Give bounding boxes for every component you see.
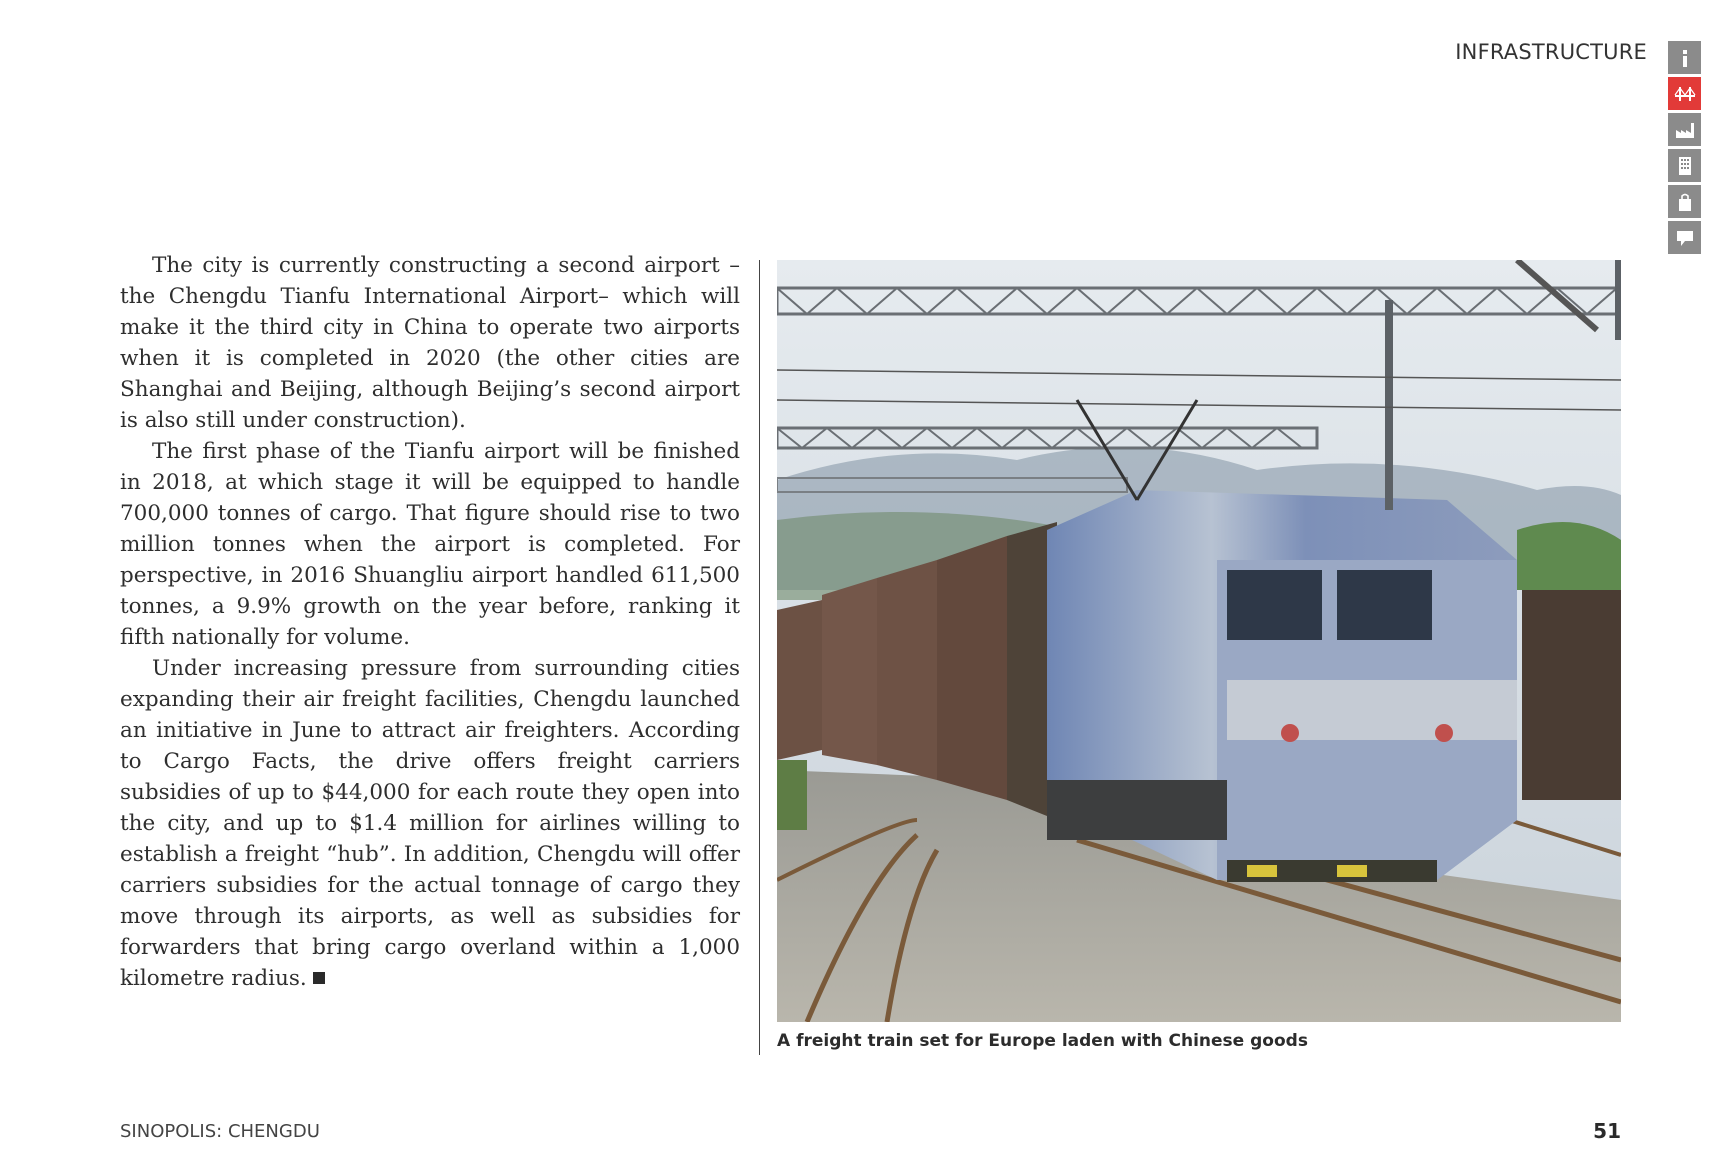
nav-tab-property[interactable]	[1668, 149, 1701, 182]
article-paragraph-text: Under increasing pressure from surrounding cities expanding their air freight facilities, Chengdu launched an initiative in June to attract air freighters. According to Cargo Facts, the drive offers freight carriers subsidies of up to $44,000 for each route they open into the city, and up to $1.4 million for airlines willing to establish a freight “hub”. In addition, Chengdu will offer carriers subsidies for the actual tonnage of cargo they move through its airports, as well as subsidies for forwarders that bring cargo overland within a 1,000 kilometre radius.	[120, 656, 740, 991]
article-paragraph: The first phase of the Tianfu airport will be finished in 2018, at which stage it will be equipped to handle 700,000 tonnes of cargo. That figure should rise to two million tonnes when the airport is completed. For perspective, in 2016 Shuangliu airport handled 611,500 tonnes, a 9.9% growth on the year before, ranking it fifth nationally for volume.	[120, 439, 740, 650]
column-divider	[759, 260, 760, 1055]
shopping-bag-icon	[1674, 191, 1696, 213]
end-of-article-mark	[313, 972, 325, 984]
nav-tab-industry[interactable]	[1668, 113, 1701, 146]
building-icon	[1674, 155, 1696, 177]
info-icon	[1674, 47, 1696, 69]
nav-tab-consumer[interactable]	[1668, 185, 1701, 218]
page-number: 51	[1593, 1119, 1621, 1143]
bridge-icon	[1674, 83, 1696, 105]
article-body	[120, 250, 740, 994]
article-paragraph-last	[120, 653, 740, 994]
photo-caption: A freight train set for Europe laden with Chinese goods	[777, 1031, 1308, 1051]
freight-train-photo	[777, 260, 1621, 1022]
nav-tab-infrastructure[interactable]	[1668, 77, 1701, 110]
section-title: INFRASTRUCTURE	[1455, 40, 1647, 64]
publication-name: SINOPOLIS: CHENGDU	[120, 1121, 320, 1142]
speech-bubble-icon	[1674, 227, 1696, 249]
nav-tab-info[interactable]	[1668, 41, 1701, 74]
freight-train-image	[777, 260, 1621, 1022]
article-paragraph: The city is currently constructing a second airport – the Chengdu Tianfu International Airport– which will make it the third city in China to operate two airports when it is completed in 2020 (the other cities are Shanghai and Beijing, although Beijing’s second airport is also still under construction).	[120, 253, 740, 433]
factory-icon	[1674, 119, 1696, 141]
nav-tab-interview[interactable]	[1668, 221, 1701, 254]
section-nav	[1668, 41, 1701, 257]
